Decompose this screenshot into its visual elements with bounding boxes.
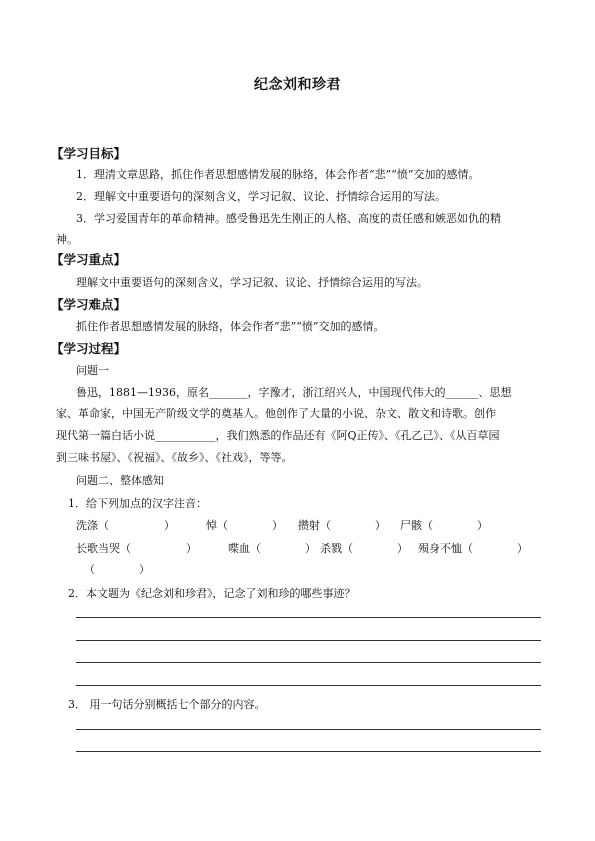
pinyin-item: 杀戮（ ） <box>320 542 408 555</box>
question-1-line-4: 到三味书屋》、《祝福》、《故乡》、《社戏》，等等。 <box>56 451 293 464</box>
key-point-text: 理解文中重要语句的深刻含义，学习记叙、议论、抒情综合运用的写法。 <box>76 276 428 289</box>
answer-line <box>76 662 541 663</box>
difficulty-text: 抓住作者思想感情发展的脉络，体会作者“悲”“愤”交加的感情。 <box>76 320 385 333</box>
goal-item-1: 1．理清文章思路，抓住作者思想感情发展的脉络，体会作者“悲”“愤”交加的感情。 <box>76 168 480 181</box>
question-1-label: 问题一 <box>76 364 109 377</box>
question-1-line-3: 现代第一篇白话小说___________，我们熟悉的作品还有《阿Q正传》、《孔乙己》、《从百草园 <box>56 429 500 442</box>
pinyin-instruction: 1．给下列加点的汉字注音： <box>68 497 207 510</box>
section-key-heading: 【学习重点】 <box>51 252 127 267</box>
pinyin-item: 殒身不恤（ ） <box>418 542 528 555</box>
pinyin-item: 喋血（ ） <box>228 542 316 555</box>
question-1-line-1: 鲁迅，1881—1936，原名_______，字豫才，浙江绍兴人，中国现代伟大的______、思想 <box>76 386 512 399</box>
pinyin-item: 长歌当哭（ ） <box>76 542 197 555</box>
section-goals-heading: 【学习目标】 <box>51 146 127 161</box>
question-2-item-2: 2．本文题为《纪念刘和珍君》，记念了刘和珍的哪些事迹？ <box>68 587 356 600</box>
goal-item-3-continued: 神。 <box>56 233 78 246</box>
question-1-line-2: 家、革命家，中国无产阶级文学的奠基人。他创作了大量的小说、杂文、散文和诗歌。创作 <box>56 407 496 420</box>
answer-line <box>76 617 541 618</box>
pinyin-item: 洗涤（ ） <box>76 519 175 532</box>
section-difficulty-heading: 【学习难点】 <box>51 297 127 312</box>
answer-line <box>76 729 541 730</box>
pinyin-item: 尸骸（ ） <box>400 519 488 532</box>
pinyin-item: 悼（ ） <box>206 519 283 532</box>
pinyin-item: （ ） <box>84 563 150 576</box>
answer-line <box>76 751 541 752</box>
goal-item-3: 3．学习爱国青年的革命精神。感受鲁迅先生刚正的人格、高度的责任感和嫉恶如仇的精 <box>76 212 501 225</box>
pinyin-item: 攒射（ ） <box>298 519 386 532</box>
answer-line <box>76 640 541 641</box>
document-title: 纪念刘和珍君 <box>254 77 341 93</box>
answer-line <box>76 685 541 686</box>
goal-item-2: 2．理解文中重要语句的深刻含义，学习记叙、议论、抒情综合运用的写法。 <box>76 190 446 203</box>
question-2-label: 问题二、整体感知 <box>76 474 164 487</box>
question-2-item-3: 3． 用一句话分别概括七个部分的内容。 <box>68 698 266 711</box>
section-process-heading: 【学习过程】 <box>51 341 127 356</box>
